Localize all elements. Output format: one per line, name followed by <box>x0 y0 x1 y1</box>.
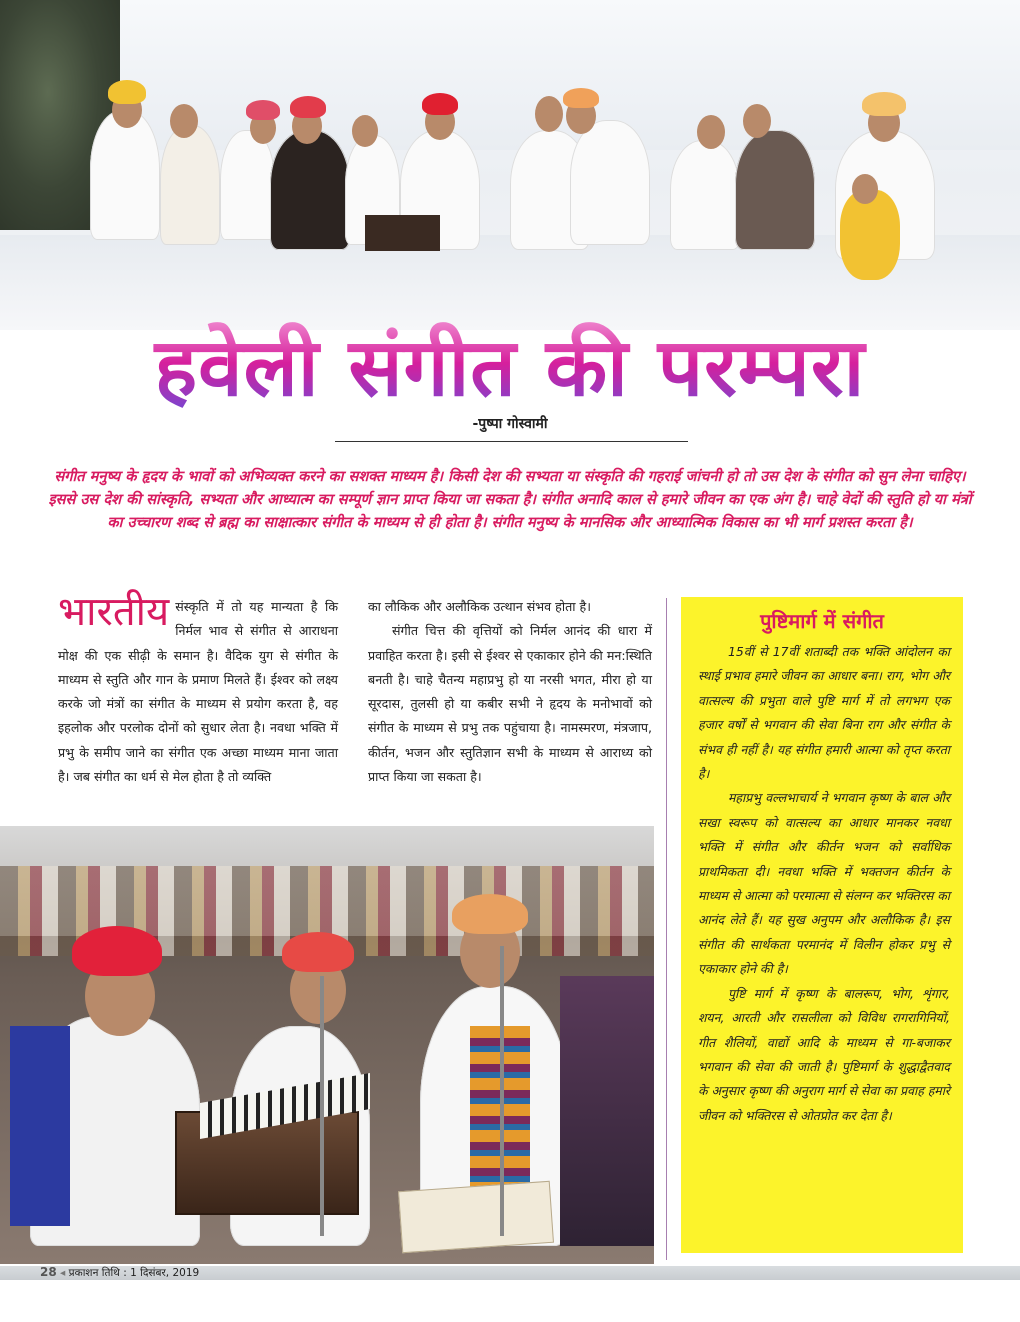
dropcap-word: भारतीय <box>58 589 170 635</box>
author-rule <box>335 441 688 442</box>
column-divider <box>666 598 667 1260</box>
sidebar-paragraph-2: महाप्रभु वल्लभाचार्य ने भगवान कृष्ण के बाल और सखा स्वरूप को वात्सल्य का आधार मानकर नवधा भक्ति में संगीत और कीर्तन भजन को सर्वाधिक प्राथमिकता दी। नवधा भक्ति में भक्तजन कीर्तन के माध्यम से आत्मा को परमात्मा से संलग्न कर भक्तिरस का आनंद लेते हैं। यह सुख अनुपम और अलौकिक है। इस संगीत की सार्थकता परमानंद में विलीन होकर प्रभु से एकाकार होने की है। <box>698 790 950 977</box>
bottom-photo-performers <box>0 826 654 1264</box>
page-number: 28 <box>40 1265 57 1279</box>
sidebar-paragraph-1: 15वीं से 17वीं शताब्दी तक भक्ति आंदोलन का स्थाई प्रभाव हमारे जीवन का आधार बना। राग, भोग और वात्सल्य की प्रभुता वाले पुष्टि मार्ग में तो लगभग एक हजार वर्षों से भगवान की सेवा बिना राग और संगीत के संभव ही नहीं है। यह संगीत हमारी आत्मा को तृप्त करता है। <box>698 644 950 782</box>
arrow-left-icon: ◂ <box>60 1267 66 1279</box>
intro-paragraph: संगीत मनुष्य के हृदय के भावों को अभिव्यक्त करने का सशक्त माध्यम है। किसी देश की सभ्यता या संस्कृति की गहराई जांचनी हो तो उस देश के संगीत को सुन लेना चाहिए। इससे उस देश की सांस्कृति, सभ्यता और आध्यात्म का सम्पूर्ण ज्ञान प्राप्त किया जा सकता है। संगीत अनादि काल से हमारे जीवन का एक अंग है। चाहे वेदों की स्तुति हो या मंत्रों का उच्चारण शब्द से ब्रह्म का साक्षात्कार संगीत के माध्यम से ही होता है। संगीत मनुष्य के मानसिक और आध्यात्मिक विकास का भी मार्ग प्रशस्त करता है। <box>48 468 972 531</box>
column-2-paragraph-1: का लौकिक और अलौकिक उत्थान संभव होता है। <box>368 599 591 614</box>
sidebar-paragraph-3: पुष्टि मार्ग में कृष्ण के बालरूप, भोग, शृंगार, शयन, आरती और रासलीला को विविध रागरागिनियों, गीत शैलियों, वाद्यों आदि के माध्यम से गा-बजाकर भगवान की सेवा की जाती है। पुष्टिमार्ग के शुद्धाद्वैतवाद के अनुसार कृष्ण की अनुराग मार्ग से सेवा का प्रवाह हमारे जीवन को भक्तिरस से ओतप्रोत कर देता है। <box>698 985 950 1123</box>
page-title: हवेली संगीत की परम्परा <box>0 318 1020 418</box>
publication-date: प्रकाशन तिथि : 1 दिसंबर, 2019 <box>68 1267 200 1279</box>
article-column-2 <box>368 595 652 789</box>
author-byline: -पुष्पा गोस्वामी <box>472 416 548 432</box>
column-2-paragraph-2: संगीत चित्त की वृत्तियों को निर्मल आनंद की धारा में प्रवाहित करता है। इसी से ईश्वर से एकाकार होने की मन:स्थिति बनती है। चाहे चैतन्य महाप्रभु हो या नरसी भगत, मीरा हो या सूरदास, तुलसी हो या कबीर सभी ने हृदय के मनोभावों को संगीत के माध्यम से प्रभु तक पहुंचाया है। नामस्मरण, मंत्रजाप, कीर्तन, भजन और स्तुतिज्ञान सभी के माध्यम से आराध्य को प्राप्त किया जा सकता है। <box>368 623 652 785</box>
top-photo-musicians <box>0 0 1020 330</box>
sidebar-title: पुष्टिमार्ग में संगीत <box>760 609 884 633</box>
footer <box>40 1265 199 1280</box>
column-1-text: संस्कृति में तो यह मान्यता है कि निर्मल भाव से संगीत से आराधना मोक्ष की एक सीढ़ी के समान है। वैदिक युग से संगीत के माध्यम से स्तुति और गान के प्रमाण मिलते हैं। ईश्वर को लक्ष्य करके जो मंत्रों का संगीत के माध्यम से प्रयोग करता है, वह इहलोक और परलोक दोनों को सुधार लेता है। नवधा भक्ति में प्रभु के समीप जाने का संगीत एक अच्छा माध्यम माना जाता है। जब संगीत का धर्म से मेल होता है तो व्यक्ति <box>58 599 338 785</box>
article-column-1 <box>58 589 338 789</box>
sidebar-body <box>698 640 950 1128</box>
